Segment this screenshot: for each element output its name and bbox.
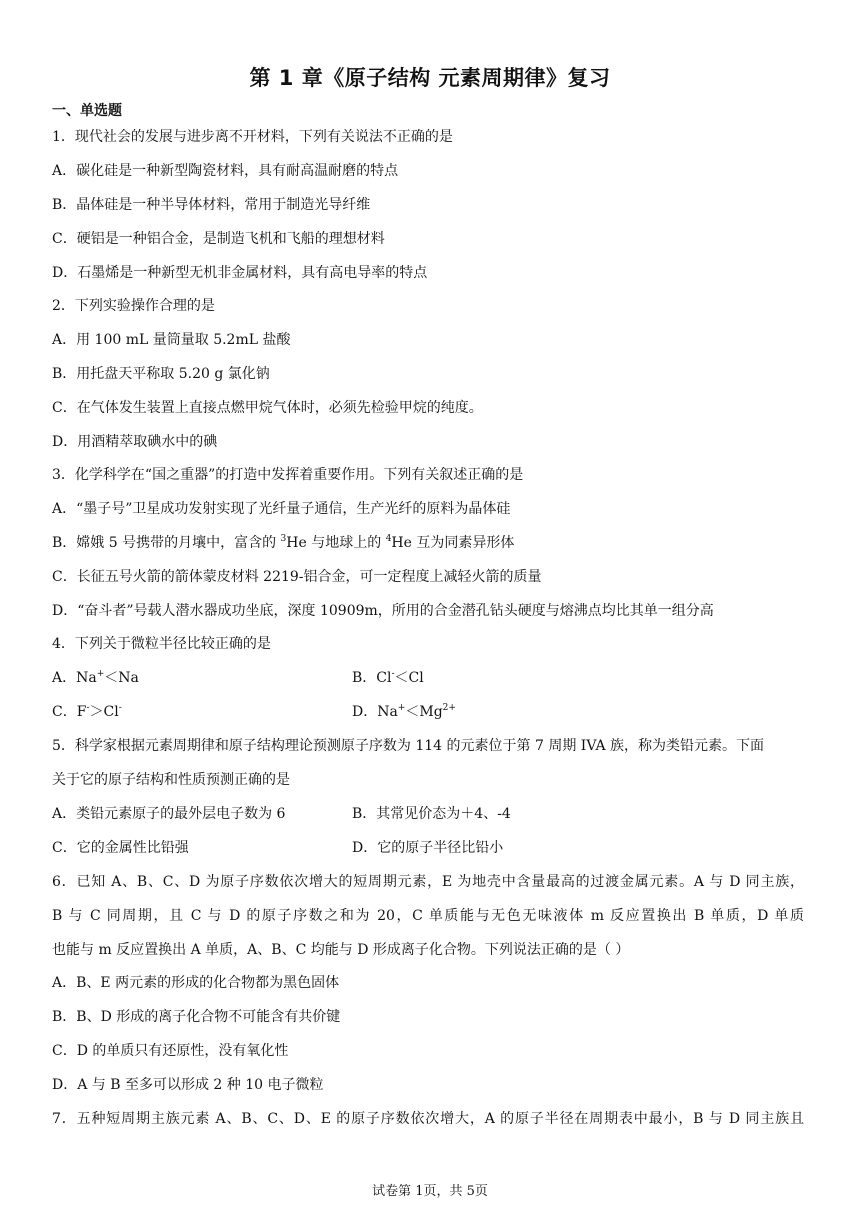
section-heading: 一、单选题 [52,103,122,119]
question-3-option-d[interactable]: D．“奋斗者”号载人潜水器成功坐底，深度 10909m，所用的合金潜孔钻头硬度与熔沸点均比其单一组分高 [52,603,714,619]
question-2-option-c[interactable]: C．在气体发生装置上直接点燃甲烷气体时，必须先检验甲烷的纯度。 [52,400,483,416]
question-6-stem-line-3: 也能与 m 反应置换出 A 单质，A、B、C 均能与 D 形成离子化合物。下列说法正确的是（ ） [52,942,630,958]
question-7-stem-line-1: 7．五种短周期主族元素 A、B、C、D、E 的原子序数依次增大，A 的原子半径在周期表中最小，B 与 D 同主族且 [52,1111,804,1127]
question-3-option-c[interactable]: C．长征五号火箭的箭体蒙皮材料 2219-铝合金，可一定程度上减轻火箭的质量 [52,569,542,585]
question-3-stem: 3．化学科学在“国之重器”的打造中发挥着重要作用。下列有关叙述正确的是 [52,467,524,483]
question-1-option-b[interactable]: B．晶体硅是一种半导体材料，常用于制造光导纤维 [52,197,371,213]
page-footer: 试卷第 1页，共 5页 [372,1184,488,1199]
question-4-option-c[interactable]: C．F-＞Cl- [52,703,122,720]
page-title: 第 1 章《原子结构 元素周期律》复习 [249,66,611,90]
question-4-option-a[interactable]: A．Na+＜Na [52,669,139,686]
question-6-stem-line-1: 6．已知 A、B、C、D 为原子序数依次增大的短周期元素，E 为地壳中含量最高的过渡金属元素。A 与 D 同主族， [52,874,804,890]
question-4-stem: 4．下列关于微粒半径比较正确的是 [52,636,271,652]
question-5-option-b[interactable]: B．其常见价态为＋4、-4 [352,806,511,822]
question-5-stem-line-1: 5．科学家根据元素周期律和原子结构理论预测原子序数为 114 的元素位于第 7 周期 IVA 族，称为类铅元素。下面 [52,738,765,754]
question-2-option-a[interactable]: A．用 100 mL 量筒量取 5.2mL 盐酸 [52,332,291,348]
question-4-option-d[interactable]: D．$Na^+<Mg^{2+}$ [352,703,456,720]
question-6-option-b[interactable]: B．B、D 形成的离子化合物不可能含有共价键 [52,1009,341,1025]
question-5-option-a[interactable]: A．类铅元素原子的最外层电子数为 6 [52,806,286,822]
question-3-option-b[interactable]: B．嫦娥 5 号携带的月壤中，富含的 $^3$He 与地球上的 $^4$He 互为同素异形体 [52,534,515,551]
question-1-option-c[interactable]: C．硬铝是一种铝合金，是制造飞机和飞船的理想材料 [52,231,385,247]
question-6-stem-line-2: B 与 C 同周期，且 C 与 D 的原子序数之和为 20，C 单质能与无色无味液体 m 反应置换出 B 单质，D 单质 [52,908,804,924]
question-2-stem: 2．下列实验操作合理的是 [52,298,215,314]
question-5-stem-line-2: 关于它的原子结构和性质预测正确的是 [52,772,290,788]
question-5-option-c[interactable]: C．它的金属性比铅强 [52,840,189,856]
question-6-option-c[interactable]: C．D 的单质只有还原性，没有氧化性 [52,1043,289,1059]
question-1-option-d[interactable]: D．石墨烯是一种新型无机非金属材料，具有高电导率的特点 [52,265,428,281]
question-1-stem: 1．现代社会的发展与进步离不开材料，下列有关说法不正确的是 [52,129,453,145]
question-5-option-d[interactable]: D．它的原子半径比铅小 [352,840,504,856]
question-2-option-d[interactable]: D．用酒精萃取碘水中的碘 [52,434,218,450]
question-4-option-b[interactable]: B．Cl-＜Cl [352,669,424,686]
question-6-option-d[interactable]: D．A 与 B 至多可以形成 2 种 10 电子微粒 [52,1077,324,1093]
question-1-option-a[interactable]: A．碳化硅是一种新型陶瓷材料，具有耐高温耐磨的特点 [52,163,399,179]
question-3-option-a[interactable]: A．“墨子号”卫星成功发射实现了光纤量子通信，生产光纤的原料为晶体硅 [52,501,511,517]
question-6-option-a[interactable]: A．B、E 两元素的形成的化合物都为黑色固体 [52,975,340,991]
question-2-option-b[interactable]: B．用托盘天平称取 5.20 g 氯化钠 [52,366,270,382]
